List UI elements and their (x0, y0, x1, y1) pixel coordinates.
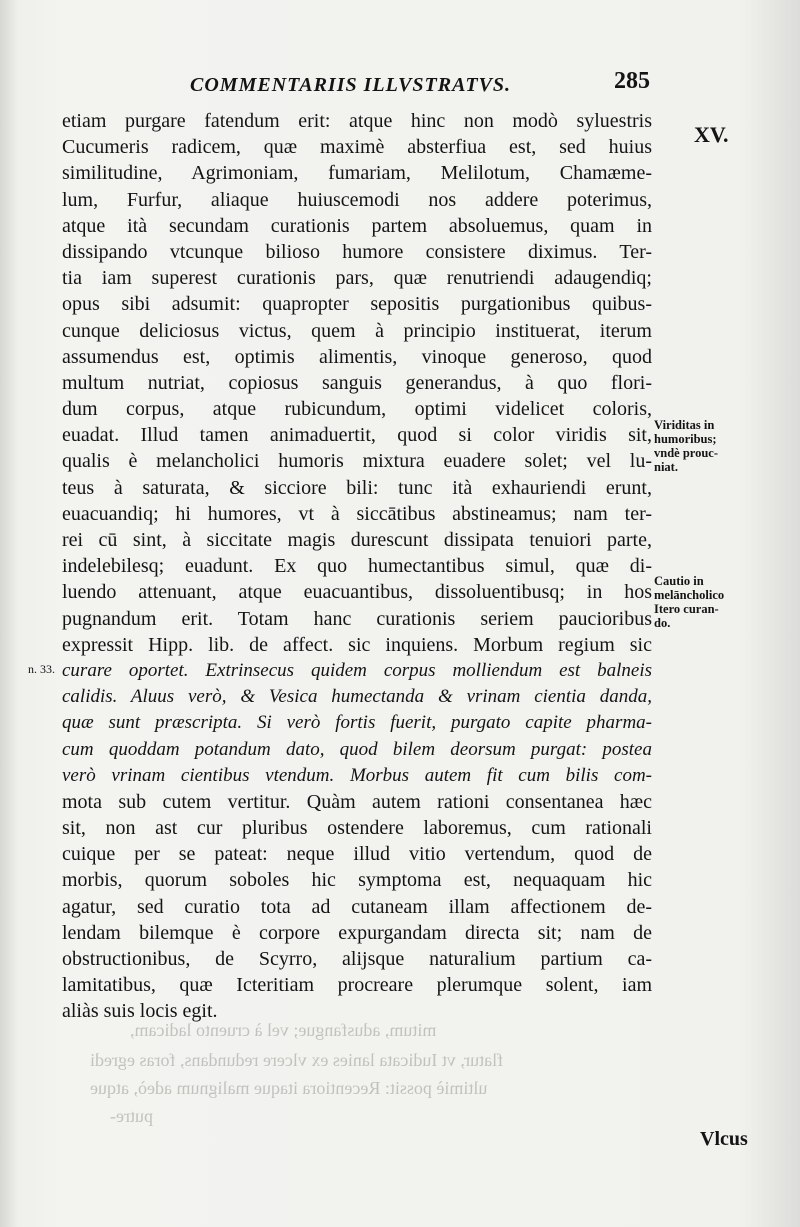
text-line: luendo attenuant, atque euacuantibus, dissoluentibusq; in hos (62, 581, 652, 604)
text-line: morbis, quorum soboles hic symptoma est, nequaquam hic (62, 869, 652, 892)
margin-note-line: Itero curan- (654, 602, 719, 616)
running-head: COMMENTARIIS ILLVSTRATVS. (190, 74, 512, 96)
text-line: agatur, sed curatio tota ad cutaneam illam affectionem de- (62, 895, 652, 918)
margin-note-line: niat. (654, 460, 678, 474)
margin-note-viriditas (654, 418, 774, 474)
text-line: qualis è melancholici humoris mixtura euadere solet; vel lu- (62, 450, 652, 473)
text-line: rei cū sint, à siccitate magis durescunt dissipata tenuiori parte, (62, 529, 652, 551)
text-line: teus à saturata, & sicciore bili: tunc ità exhauriendi erunt, (62, 476, 652, 499)
text-line: cum quoddam potandum dato, quod bilem deorsum purgat: postea (62, 738, 652, 760)
text-line: tia iam superest curationis pars, quæ renutriendi adaugendiq; (62, 267, 652, 290)
text-line: expressit Hipp. lib. de affect. sic inquiens. Morbum regium sic (62, 633, 652, 656)
text-line: curare oportet. Extrinsecus quidem corpus molliendum est balneis (62, 659, 652, 681)
margin-note-line: melāncholico (654, 588, 725, 602)
text-line: opus sibi adsumit: quapropter sepositis purgationibus quibus- (62, 293, 652, 316)
catchword: Vlcus (700, 1128, 748, 1150)
text-line: lendam bilemque è corpore expurgandam directa sit; nam de (62, 921, 652, 944)
bleed-through-line: ultimiè possit: Recentiora itaque malignum adeò, atque (90, 1078, 488, 1098)
bleed-through-line: putre- (110, 1106, 153, 1126)
text-line: mota sub cutem vertitur. Quàm autem rationi consentanea hæc (62, 790, 652, 813)
text-line: euadat. Illud tamen animaduertit, quod si color viridis sit, (62, 424, 652, 447)
text-line: euacuandiq; hi humores, vt à siccātibus abstineamus; nam ter- (62, 502, 652, 525)
text-line: pugnandum erit. Totam hanc curationis seriem paucioribus (62, 607, 652, 630)
text-line: sit, non ast cur pluribus ostendere laboremus, cum rationali (62, 817, 652, 840)
body-text (62, 108, 652, 1025)
margin-note-line: do. (654, 616, 671, 630)
text-line: aliàs suis locis egit. (62, 1000, 218, 1023)
margin-reference: n. 33. (28, 662, 55, 676)
margin-note-cautio (654, 574, 774, 630)
text-line: Cucumeris radicem, quæ maximè absterfiua est, sed huius (62, 136, 652, 159)
text-line: indelebilesq; euadunt. Ex quo humectantibus simul, quæ di- (62, 555, 652, 578)
text-line: lum, Furfur, aliaque huiuscemodi nos addere poterimus, (62, 188, 652, 211)
page-header (150, 66, 650, 106)
text-line: quæ sunt præscripta. Si verò fortis fuerit, purgato capite pharma- (62, 712, 652, 734)
text-line: verò vrinam cientibus vtendum. Morbus autem fit cum bilis com- (62, 764, 652, 786)
page-number: 285 (614, 68, 650, 94)
text-line: assumendus est, optimis alimentis, vinoque generoso, quod (62, 345, 652, 368)
text-line: similitudine, Agrimoniam, fumariam, Melilotum, Chamæme- (62, 162, 652, 185)
text-line: lamitatibus, quæ Icteritiam procreare plerumque solent, iam (62, 974, 652, 997)
text-line: dissipando vtcunque bilioso humore consistere diximus. Ter- (62, 240, 652, 263)
margin-note-line: Cautio in (654, 574, 704, 588)
text-line: calidis. Aluus verò, & Vesica humectanda & vrinam cientia danda, (62, 686, 652, 708)
text-line: atque ità secundam curationis partem absoluemus, quam in (62, 214, 652, 237)
margin-note-line: humoribus; (654, 432, 717, 446)
text-line: obstructionibus, de Scyrro, alijsque naturalium partium ca- (62, 948, 652, 970)
bleed-through-line: flatur, vt Iudicata lanies ex vlcere redundans, foras egredi (90, 1050, 504, 1070)
text-line: cuique per se pateat: neque illud vitio vertendum, quod de (62, 843, 652, 866)
margin-note-line: Viriditas in (654, 418, 715, 432)
section-number: XV. (694, 122, 729, 147)
text-line: dum corpus, atque rubicundum, optimi videlicet coloris, (62, 398, 652, 421)
text-line: cunque deliciosus victus, quem à principio instituerat, iterum (62, 319, 652, 342)
text-line: etiam purgare fatendum erit: atque hinc non modò syluestris (62, 110, 652, 132)
bleed-through-line: mitum, adusfangue; vel à cruento ladicam, (130, 1020, 437, 1040)
margin-note-line: vndè prouc- (654, 446, 719, 460)
text-line: multum nutriat, copiosus sanguis generandus, à quo flori- (62, 371, 652, 394)
